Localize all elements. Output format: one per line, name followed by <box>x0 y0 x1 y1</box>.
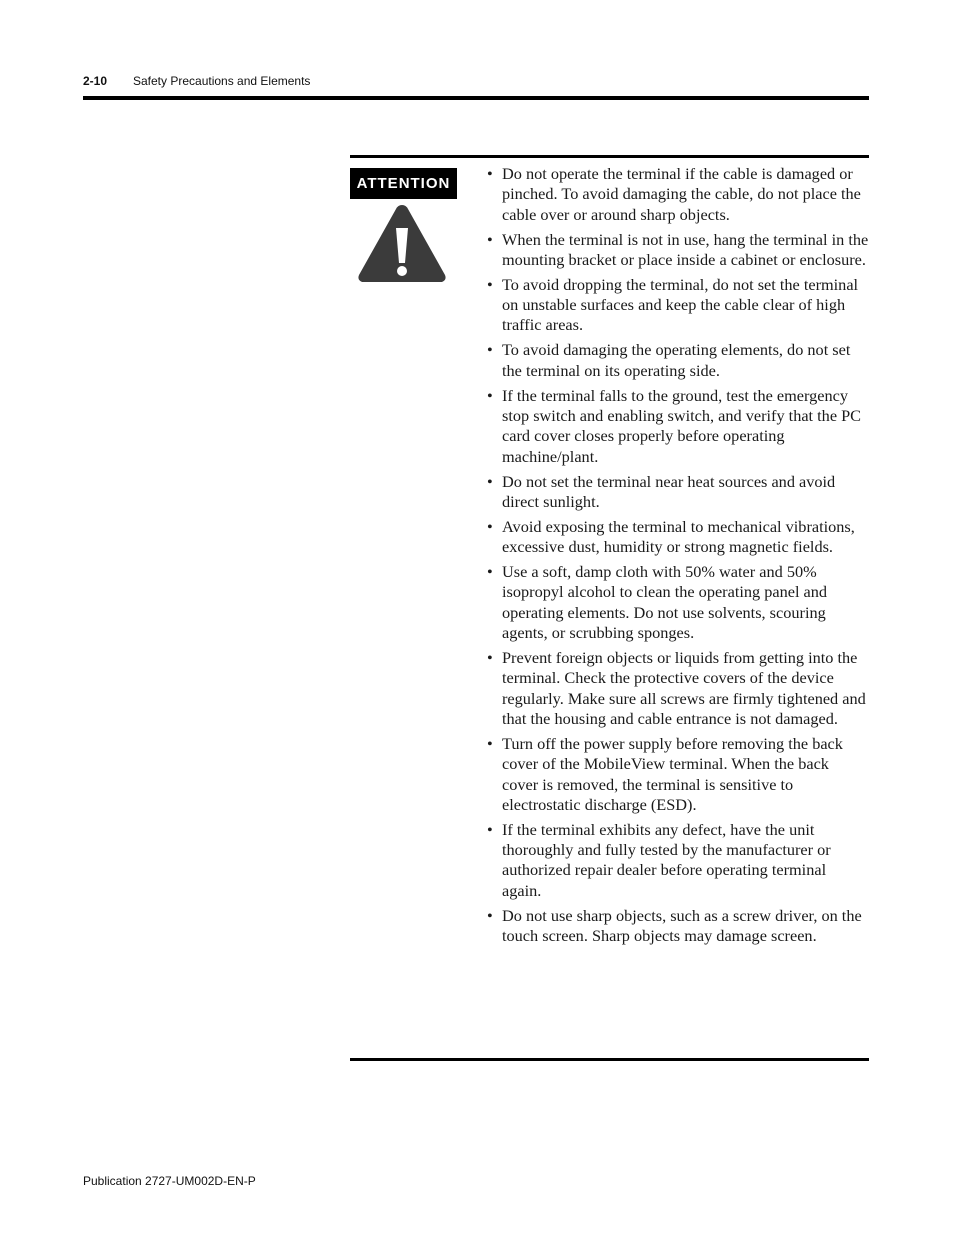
bullet-icon: • <box>487 229 493 249</box>
list-item <box>487 275 869 336</box>
list-item-text: Do not use sharp objects, such as a screw driver, on the touch screen. Sharp objects may damage screen. <box>502 905 862 945</box>
attention-bullet-list <box>487 164 869 951</box>
list-item <box>487 562 869 643</box>
list-item <box>487 906 869 947</box>
warning-triangle-exclamation-icon <box>357 202 447 284</box>
list-item-text: Do not set the terminal near heat sources and avoid direct sunlight. <box>502 471 836 511</box>
bullet-icon: • <box>487 516 493 536</box>
list-item <box>487 472 869 513</box>
attention-label: ATTENTION <box>350 168 457 199</box>
header-rule <box>83 96 869 100</box>
bullet-icon: • <box>487 164 493 183</box>
bullet-icon: • <box>487 340 493 360</box>
bullet-icon: • <box>487 385 493 405</box>
list-item-text: If the terminal falls to the ground, test the emergency stop switch and enabling switch, and verify that the PC card cover closes properly before operating machine/plant. <box>502 385 862 466</box>
page-header <box>83 73 869 89</box>
bullet-icon: • <box>487 471 493 491</box>
list-item-text: To avoid dropping the terminal, do not set the terminal on unstable surfaces and keep the cable clear of high traffic areas. <box>502 274 859 335</box>
attention-top-rule <box>350 155 869 158</box>
bullet-icon: • <box>487 819 493 839</box>
list-item <box>487 340 869 381</box>
list-item-text: Turn off the power supply before removing the back cover of the MobileView terminal. When the back cover is removed, the terminal is sensitive to electrostatic discharge (ESD). <box>502 733 843 814</box>
bullet-icon: • <box>487 562 493 582</box>
bullet-icon: • <box>487 648 493 668</box>
list-item <box>487 648 869 729</box>
list-item-text: Prevent foreign objects or liquids from getting into the terminal. Check the protective covers of the device regularly. Make sure all screws are firmly tightened and that the housing and cable entrance is not damaged. <box>502 648 866 728</box>
running-title: Safety Precautions and Elements <box>133 74 311 88</box>
list-item <box>487 164 869 225</box>
list-item-text: If the terminal exhibits any defect, have the unit thoroughly and fully tested by the manufacturer or authorized repair dealer before operating terminal again. <box>502 819 831 900</box>
publication-footer: Publication 2727-UM002D-EN-P <box>83 1174 256 1188</box>
exclamation-dot <box>397 266 407 276</box>
list-item <box>487 517 869 558</box>
attention-box <box>350 155 869 1061</box>
list-item-text: To avoid damaging the operating elements, do not set the terminal on its operating side. <box>502 340 851 380</box>
list-item-text: Avoid exposing the terminal to mechanical vibrations, excessive dust, humidity or strong magnetic fields. <box>502 516 855 557</box>
list-item-text: Do not operate the terminal if the cable is damaged or pinched. To avoid damaging the cable, do not place the cable over or around sharp objects. <box>502 164 861 224</box>
page-number: 2-10 <box>83 74 108 88</box>
list-item <box>487 820 869 901</box>
bullet-icon: • <box>487 274 493 294</box>
bullet-icon: • <box>487 905 493 925</box>
list-item-text: When the terminal is not in use, hang the terminal in the mounting bracket or place inside a cabinet or enclosure. <box>502 229 869 269</box>
list-item <box>487 230 869 271</box>
list-item <box>487 734 869 815</box>
list-item-text: Use a soft, damp cloth with 50% water and 50% isopropyl alcohol to clean the operating panel and operating elements. Do not use solvents, scouring agents, or scrubbing sponges. <box>502 562 828 643</box>
attention-bottom-rule <box>350 1058 869 1061</box>
bullet-icon: • <box>487 733 493 753</box>
list-item <box>487 386 869 467</box>
